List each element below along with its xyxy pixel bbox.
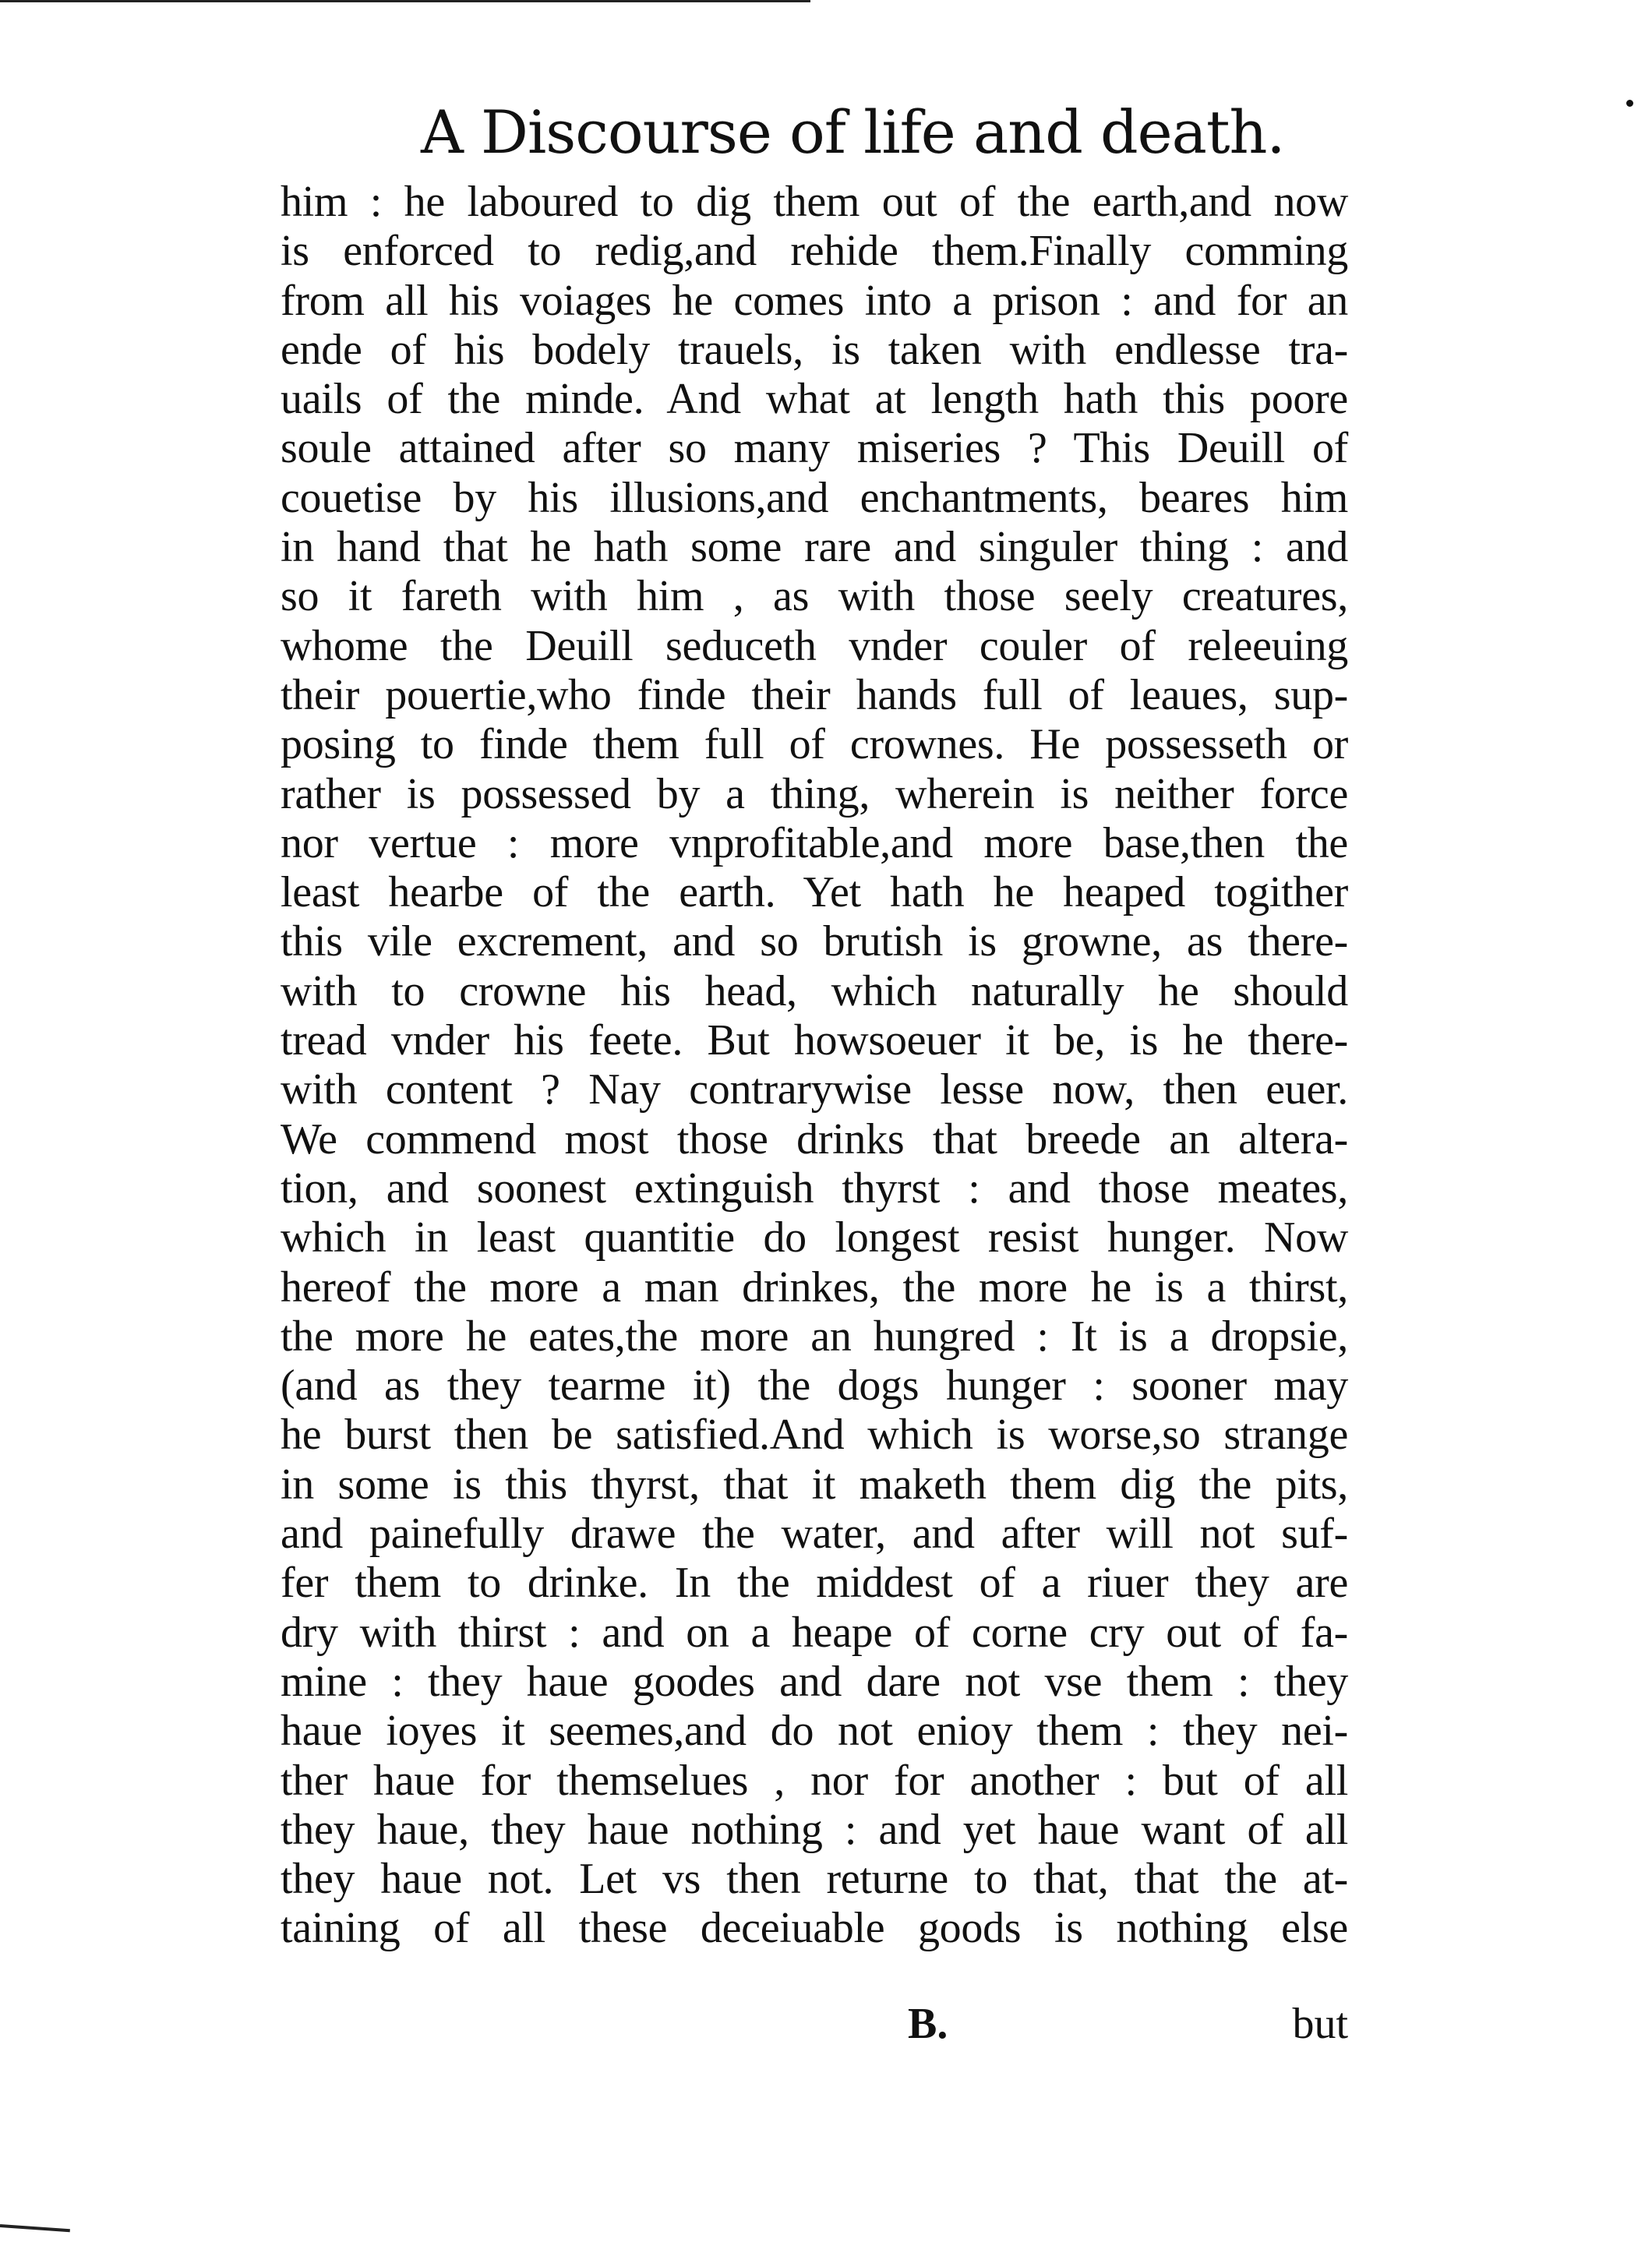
text-line: they haue, they haue nothing : and yet haue want of all [281, 1805, 1348, 1854]
text-line: nor vertue : more vnprofitable,and more base,then the [281, 818, 1348, 867]
text-line: in some is this thyrst, that it maketh them dig the pits, [281, 1460, 1348, 1509]
text-line: soule attained after so many miseries ? This Deuill of [281, 424, 1348, 473]
text-line: dry with thirst : and on a heape of corne cry out of fa- [281, 1608, 1348, 1657]
body-text [281, 178, 1348, 1954]
text-line: they haue not. Let vs then returne to that, that the at- [281, 1855, 1348, 1904]
text-line: this vile excrement, and so brutish is growne, as there- [281, 917, 1348, 966]
text-line: hereof the more a man drinkes, the more he is a thirst, [281, 1262, 1348, 1312]
text-line: haue ioyes it seemes,and do not enioy them : they nei- [281, 1707, 1348, 1756]
text-line: uails of the minde. And what at length hath this poore [281, 375, 1348, 424]
signature-mark: B. [908, 2000, 948, 2048]
text-line: with content ? Nay contrarywise lesse now, then euer. [281, 1065, 1348, 1114]
text-line: their pouertie,who finde their hands full of leaues, sup- [281, 670, 1348, 719]
text-line: which in least quantitie do longest resist hunger. Now [281, 1213, 1348, 1262]
text-line: We commend most those drinks that breede an altera- [281, 1114, 1348, 1164]
text-line: least hearbe of the earth. Yet hath he heaped togither [281, 868, 1348, 917]
text-line: whome the Deuill seduceth vnder couler of releeuing [281, 621, 1348, 670]
text-line: tread vnder his feete. But howsoeuer it be, is he there- [281, 1016, 1348, 1065]
text-line: (and as they tearme it) the dogs hunger : sooner may [281, 1361, 1348, 1411]
page-footer [281, 1997, 1348, 2051]
text-line: tion, and soonest extinguish thyrst : and those meates, [281, 1164, 1348, 1213]
text-line: with to crowne his head, which naturally he should [281, 966, 1348, 1015]
text-line: the more he eates,the more an hungred : It is a dropsie, [281, 1312, 1348, 1361]
text-line: is enforced to redig,and rehide them.Finally comming [281, 227, 1348, 276]
text-line: couetise by his illusions,and enchantments, beares him [281, 473, 1348, 522]
text-line: from all his voiages he comes into a prison : and for an [281, 276, 1348, 325]
text-line: mine : they haue goodes and dare not vse them : they [281, 1657, 1348, 1706]
text-line: ende of his bodely trauels, is taken with endlesse tra- [281, 325, 1348, 374]
catchword: but [1292, 2000, 1348, 2048]
text-line: taining of all these deceiuable goods is nothing else [281, 1904, 1348, 1953]
text-line: him : he laboured to dig them out of the earth,and now [281, 178, 1348, 226]
text-line: and painefully drawe the water, and after will not suf- [281, 1510, 1348, 1559]
text-line: in hand that he hath some rare and singuler thing : and [281, 523, 1348, 572]
text-line: fer them to drinke. In the middest of a riuer they are [281, 1559, 1348, 1608]
text-line: posing to finde them full of crownes. He possesseth or [281, 720, 1348, 769]
text-line: rather is possessed by a thing, wherein is neither force [281, 769, 1348, 818]
running-head: A Discourse of life and death. [421, 97, 1285, 167]
scan-speck [1626, 100, 1633, 107]
text-line: so it fareth with him , as with those seely creatures, [281, 572, 1348, 621]
text-line: ther haue for themselues , nor for another : but of all [281, 1756, 1348, 1805]
text-line: he burst then be satisfied.And which is worse,so strange [281, 1411, 1348, 1460]
scan-edge-line [0, 0, 810, 2]
scan-edge-mark [0, 2224, 70, 2232]
